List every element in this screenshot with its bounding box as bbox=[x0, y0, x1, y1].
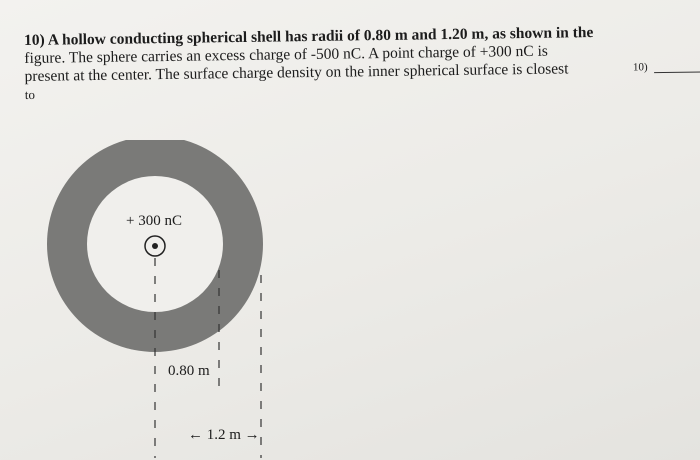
answer-number: 10) bbox=[632, 61, 648, 74]
center-charge-dot bbox=[152, 243, 158, 249]
question-text-block bbox=[24, 24, 625, 104]
question-line-4: to bbox=[24, 86, 36, 102]
inner-radius-label: 0.80 m bbox=[168, 363, 210, 379]
question-line-3: present at the center. The surface charge density on the inner spherical surface is closest bbox=[24, 60, 569, 85]
question-line-2: figure. The sphere carries an excess charge of -500 nC. A point charge of +300 nC is bbox=[24, 42, 548, 67]
outer-radius-label: ← 1.2 m → bbox=[188, 427, 260, 443]
answer-blank[interactable] bbox=[654, 60, 700, 74]
answer-area bbox=[633, 60, 700, 74]
question-line-1: 10) A hollow conducting spherical shell has radii of 0.80 m and 1.20 m, as shown in the bbox=[24, 24, 594, 49]
shell-figure bbox=[40, 140, 290, 460]
center-charge-label: + 300 nC bbox=[126, 213, 182, 229]
shell-diagram bbox=[40, 140, 290, 460]
